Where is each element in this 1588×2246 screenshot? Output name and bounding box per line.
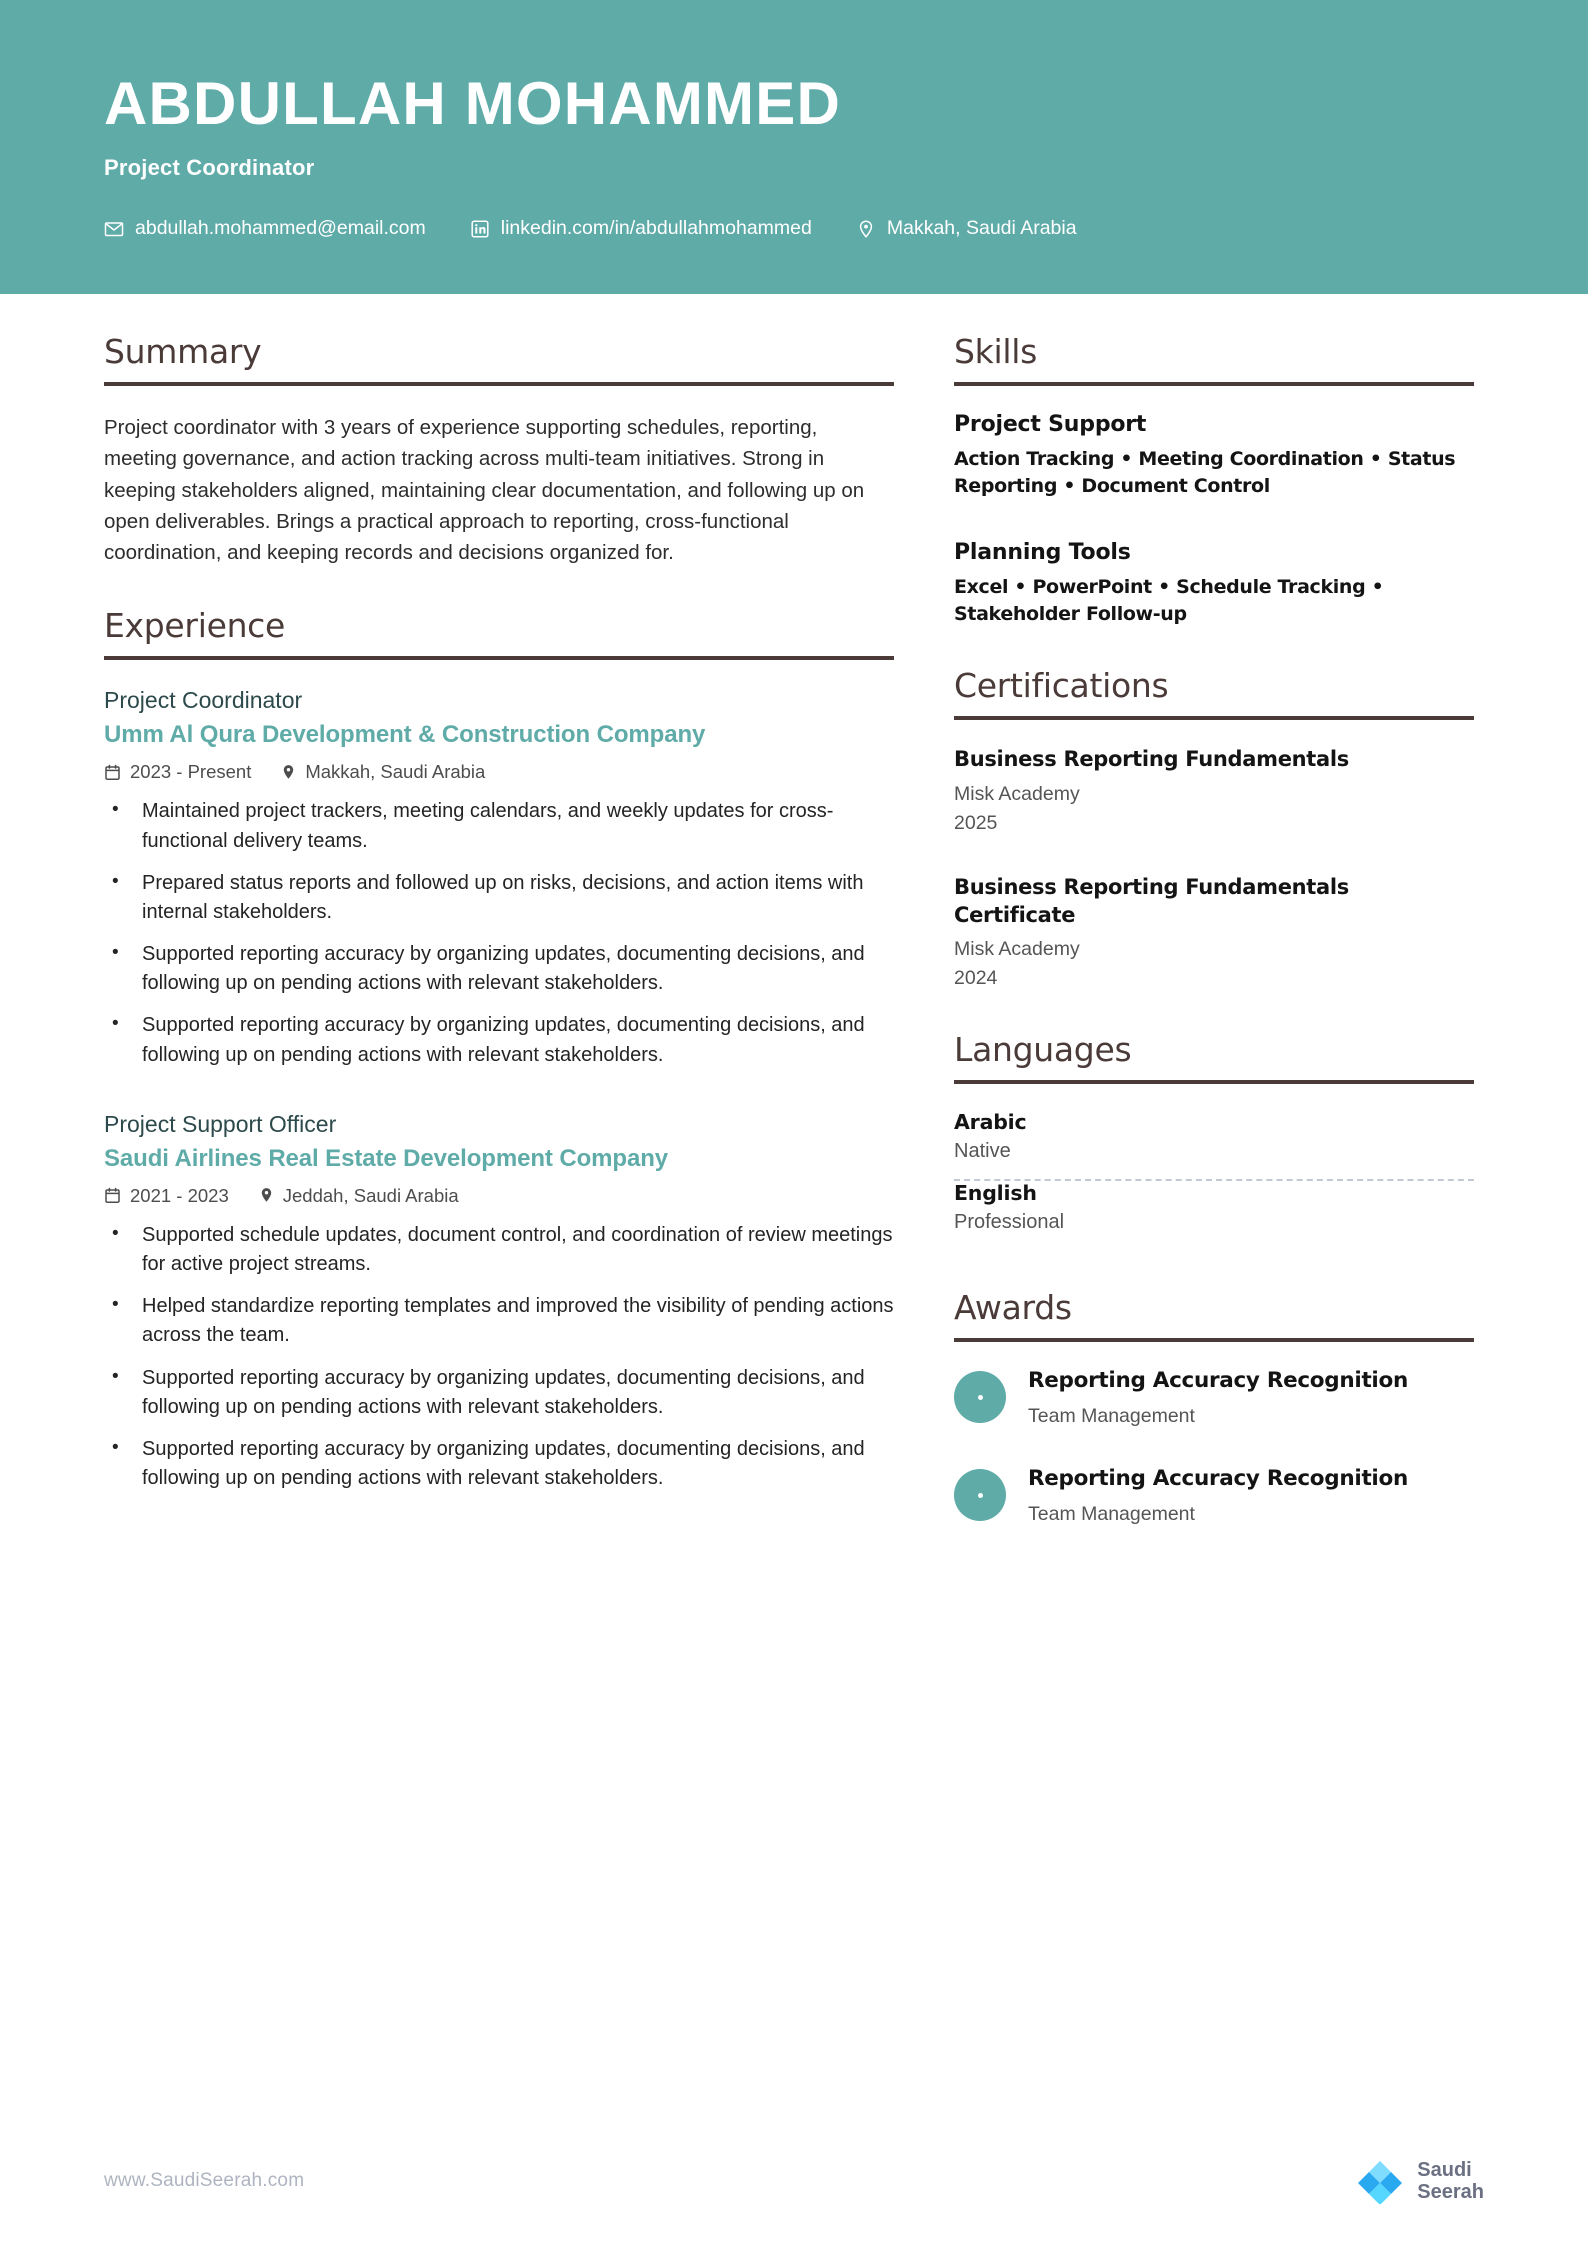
language-item bbox=[954, 1110, 1474, 1179]
brand-line-1: Saudi bbox=[1417, 2158, 1472, 2181]
brand-logo bbox=[1357, 2158, 1484, 2204]
certification-item bbox=[954, 874, 1474, 991]
candidate-role: Project Coordinator bbox=[104, 155, 315, 180]
job-location-text: Jeddah, Saudi Arabia bbox=[282, 1184, 459, 1206]
award-text bbox=[1028, 1466, 1408, 1526]
language-name: Arabic bbox=[954, 1110, 1027, 1135]
language-item bbox=[954, 1181, 1474, 1250]
award-item bbox=[954, 1466, 1474, 1526]
section-summary bbox=[104, 334, 894, 568]
job-bullet: • Supported reporting accuracy by organizing updates, documenting decisions, and following up on pending actions with relevant stakeholders. bbox=[104, 1435, 894, 1493]
certification-issuer: Misk Academy bbox=[954, 782, 1080, 805]
skill-group bbox=[954, 540, 1474, 628]
location-icon bbox=[856, 219, 876, 239]
job-location-text: Makkah, Saudi Arabia bbox=[305, 761, 486, 783]
section-divider bbox=[954, 716, 1474, 720]
job-title: Project Support Officer bbox=[104, 1110, 337, 1137]
candidate-name: ABDULLAH MOHAMMED bbox=[104, 70, 841, 137]
section-languages bbox=[954, 1029, 1474, 1250]
certification-year: 2024 bbox=[954, 967, 998, 990]
email-icon bbox=[104, 219, 124, 239]
skill-group-name: Project Support bbox=[954, 412, 1147, 438]
location-icon bbox=[281, 764, 296, 781]
certifications-heading: Certifications bbox=[954, 666, 1169, 706]
certification-year: 2025 bbox=[954, 812, 998, 835]
contact-location-text: Makkah, Saudi Arabia bbox=[886, 217, 1077, 239]
language-level: Professional bbox=[954, 1211, 1065, 1234]
award-dot bbox=[978, 1493, 983, 1498]
section-skills bbox=[954, 334, 1474, 628]
section-certifications bbox=[954, 668, 1474, 992]
resume-footer bbox=[0, 2116, 1588, 2246]
location-icon bbox=[259, 1187, 274, 1204]
job-bullets bbox=[104, 1221, 894, 1494]
award-badge-icon bbox=[954, 1469, 1006, 1521]
job-dates-text: 2023 - Present bbox=[130, 761, 252, 783]
linkedin-icon bbox=[470, 219, 490, 239]
experience-item bbox=[104, 686, 894, 1069]
skill-group bbox=[954, 412, 1474, 500]
job-location bbox=[259, 1185, 459, 1207]
job-meta bbox=[104, 1185, 894, 1207]
job-bullet: • Supported reporting accuracy by organizing updates, documenting decisions, and following up on pending actions with relevant stakeholders. bbox=[104, 1011, 894, 1069]
award-badge-icon bbox=[954, 1371, 1006, 1423]
job-title: Project Coordinator bbox=[104, 687, 303, 714]
job-location bbox=[281, 761, 485, 783]
contact-email-text: abdullah.mohammed@email.com bbox=[135, 217, 426, 239]
contact-row bbox=[104, 217, 1484, 240]
resume-header bbox=[0, 0, 1588, 294]
brand-text bbox=[1417, 2159, 1484, 2204]
saudi-seerah-diamond-icon bbox=[1357, 2158, 1403, 2204]
job-company: Umm Al Qura Development & Construction Company bbox=[104, 721, 706, 749]
section-divider bbox=[954, 382, 1474, 386]
right-column bbox=[954, 334, 1474, 1566]
left-column bbox=[104, 334, 894, 1533]
award-subtitle: Team Management bbox=[1028, 1503, 1195, 1526]
section-divider bbox=[104, 656, 894, 660]
job-bullets bbox=[104, 797, 894, 1070]
resume-body bbox=[0, 294, 1588, 1566]
certification-name: Business Reporting Fundamentals bbox=[954, 747, 1350, 772]
job-meta bbox=[104, 761, 894, 783]
certification-item bbox=[954, 746, 1474, 836]
job-bullet: • Supported schedule updates, document control, and coordination of review meetings for active project streams. bbox=[104, 1221, 894, 1279]
summary-text: Project coordinator with 3 years of experience supporting schedules, reporting, meeting governance, and action tracking across multi-team initiatives. Strong in keeping stakeholders aligned, maintaining clear documentation, and following up on open deliverables. Brings a practical approach to reporting, cross-functional coordination, and keeping records and decisions organized for. bbox=[104, 416, 865, 564]
contact-linkedin-text: linkedin.com/in/abdullahmohammed bbox=[500, 217, 812, 239]
contact-linkedin[interactable] bbox=[470, 217, 812, 240]
section-divider bbox=[954, 1080, 1474, 1084]
calendar-icon bbox=[104, 1187, 121, 1204]
award-name: Reporting Accuracy Recognition bbox=[1028, 1466, 1408, 1492]
job-bullet: • Supported reporting accuracy by organizing updates, documenting decisions, and following up on pending actions with relevant stakeholders. bbox=[104, 1364, 894, 1422]
award-subtitle: Team Management bbox=[1028, 1405, 1195, 1428]
contact-email[interactable] bbox=[104, 217, 426, 240]
award-text bbox=[1028, 1368, 1408, 1428]
language-level: Native bbox=[954, 1140, 1011, 1163]
experience-heading: Experience bbox=[104, 606, 286, 646]
job-dates-text: 2021 - 2023 bbox=[130, 1184, 229, 1206]
experience-item bbox=[104, 1110, 894, 1493]
language-name: English bbox=[954, 1181, 1037, 1206]
skills-heading: Skills bbox=[954, 332, 1037, 371]
awards-heading: Awards bbox=[954, 1288, 1072, 1328]
languages-heading: Languages bbox=[954, 1029, 1132, 1069]
award-name: Reporting Accuracy Recognition bbox=[1028, 1368, 1408, 1394]
job-dates bbox=[104, 761, 251, 783]
job-company: Saudi Airlines Real Estate Development Company bbox=[104, 1144, 669, 1172]
award-dot bbox=[978, 1395, 983, 1400]
certification-name: Business Reporting Fundamentals Certificate bbox=[954, 875, 1350, 927]
calendar-icon bbox=[104, 764, 121, 781]
job-bullet: • Prepared status reports and followed up on risks, decisions, and action items with internal stakeholders. bbox=[104, 869, 894, 927]
job-bullet: • Supported reporting accuracy by organizing updates, documenting decisions, and following up on pending actions with relevant stakeholders. bbox=[104, 940, 894, 998]
section-experience bbox=[104, 608, 894, 1493]
section-awards bbox=[954, 1290, 1474, 1526]
brand-line-2: Seerah bbox=[1417, 2181, 1484, 2203]
section-divider bbox=[954, 1338, 1474, 1342]
skill-group-items: Excel • PowerPoint • Schedule Tracking • Stakeholder Follow-up bbox=[954, 576, 1384, 626]
job-dates bbox=[104, 1185, 229, 1207]
certification-issuer: Misk Academy bbox=[954, 938, 1080, 961]
skill-group-items: Action Tracking • Meeting Coordination • Status Reporting • Document Control bbox=[954, 448, 1456, 498]
skill-group-name: Planning Tools bbox=[954, 540, 1131, 566]
summary-heading: Summary bbox=[104, 332, 262, 371]
footer-url[interactable]: www.SaudiSeerah.com bbox=[104, 2170, 305, 2191]
job-bullet: • Maintained project trackers, meeting calendars, and weekly updates for cross-functional delivery teams. bbox=[104, 797, 894, 855]
award-item bbox=[954, 1368, 1474, 1428]
job-bullet: • Helped standardize reporting templates and improved the visibility of pending actions across the team. bbox=[104, 1292, 894, 1350]
contact-location bbox=[856, 217, 1077, 240]
section-divider bbox=[104, 382, 894, 386]
